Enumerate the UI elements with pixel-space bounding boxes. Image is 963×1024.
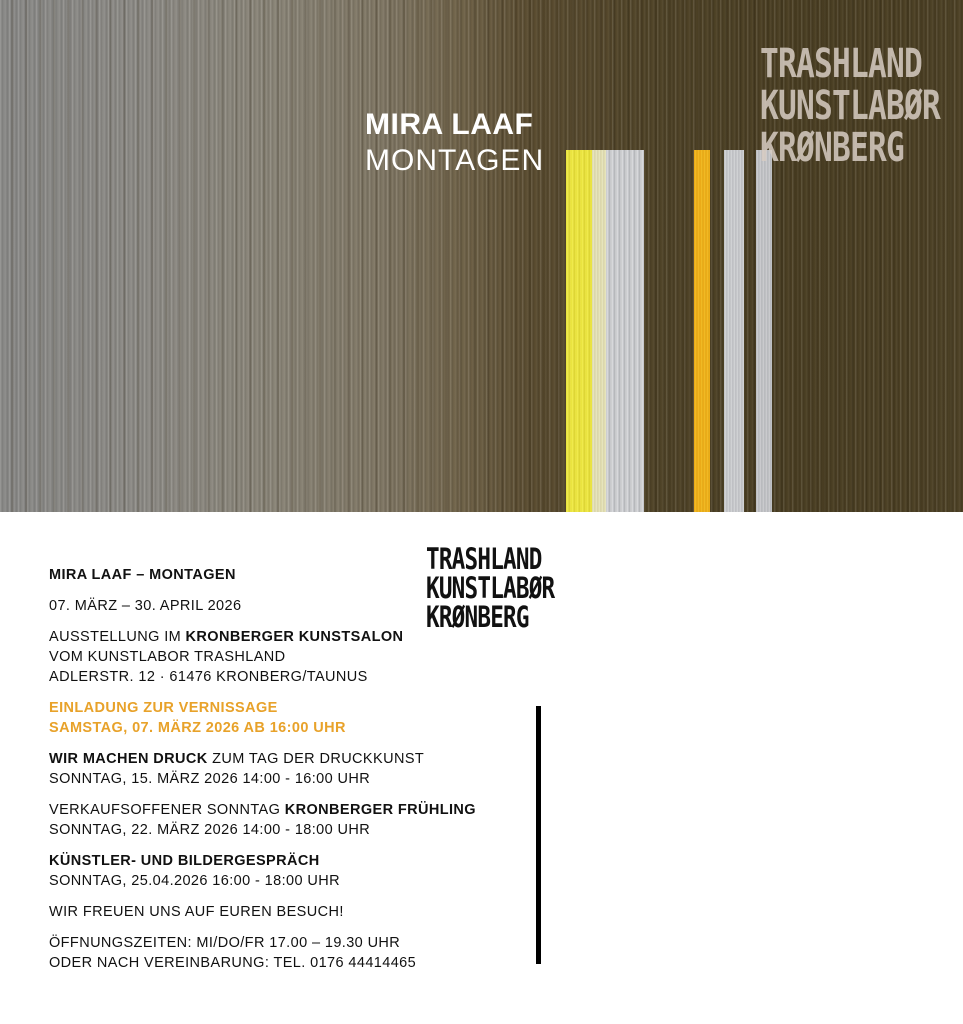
exhibition-title: MONTAGEN xyxy=(365,144,545,177)
exhibition-dates: 07. MÄRZ – 30. APRIL 2026 xyxy=(49,598,242,614)
artwork-grey-stripe xyxy=(724,150,744,512)
venue-name: KRONBERGER KUNSTSALON xyxy=(185,629,404,645)
logo-line-1: TRASHLAND xyxy=(426,542,542,576)
hero-title xyxy=(365,110,544,176)
hero-logo xyxy=(760,41,963,171)
vernissage-invitation: EINLADUNG ZUR VERNISSAGE SAMSTAG, 07. MÄRZ 2026 AB 16:00 UHR xyxy=(49,700,346,736)
event-spring-sunday: VERKAUFSOFFENER SONNTAG KRONBERGER FRÜHLING SONNTAG, 22. MÄRZ 2026 14:00 - 18:00 UHR xyxy=(49,802,476,838)
logo-line-2: KUNSTLABØR xyxy=(760,83,941,129)
opening-hours: ÖFFNUNGSZEITEN: MI/DO/FR 17.00 – 19.30 UHR ODER NACH VEREINBARUNG: TEL. 0176 44414465 xyxy=(49,935,417,971)
artwork-grey-stripe xyxy=(756,150,772,512)
exhibition-heading: MIRA LAAF – MONTAGEN xyxy=(49,567,236,583)
invitation-text xyxy=(49,565,476,984)
venue-address: ADLERSTR. 12 · 61476 KRONBERG/TAUNUS xyxy=(49,669,368,685)
artwork-yellow-stripe xyxy=(566,150,592,512)
logo-line-3: KRØNBERG xyxy=(426,600,529,634)
artwork-pale-stripe xyxy=(592,150,606,512)
logo-line-1: TRASHLAND xyxy=(760,41,923,87)
logo-line-2: KUNSTLABØR xyxy=(426,571,555,605)
artwork-orange-stripe xyxy=(694,150,710,512)
event-print-day: WIR MACHEN DRUCK ZUM TAG DER DRUCKKUNST SONNTAG, 15. MÄRZ 2026 14:00 - 16:00 UHR xyxy=(49,751,425,787)
artwork-grey-stripe xyxy=(606,150,644,512)
vertical-divider xyxy=(536,706,541,964)
venue-block: AUSSTELLUNG IM KRONBERGER KUNSTSALON VOM KUNSTLABOR TRASHLAND ADLERSTR. 12 · 61476 KRONBERG/TAUNUS xyxy=(49,629,404,685)
artist-name: MIRA LAAF xyxy=(365,108,534,141)
welcome-message: WIR FREUEN UNS AUF EUREN BESUCH! xyxy=(49,904,344,920)
logo-line-3: KRØNBERG xyxy=(760,125,905,171)
event-artist-talk: KÜNSTLER- UND BILDERGESPRÄCH SONNTAG, 25.04.2026 16:00 - 18:00 UHR xyxy=(49,853,340,889)
contact-phone: ODER NACH VEREINBARUNG: TEL. 0176 44414465 xyxy=(49,955,417,971)
